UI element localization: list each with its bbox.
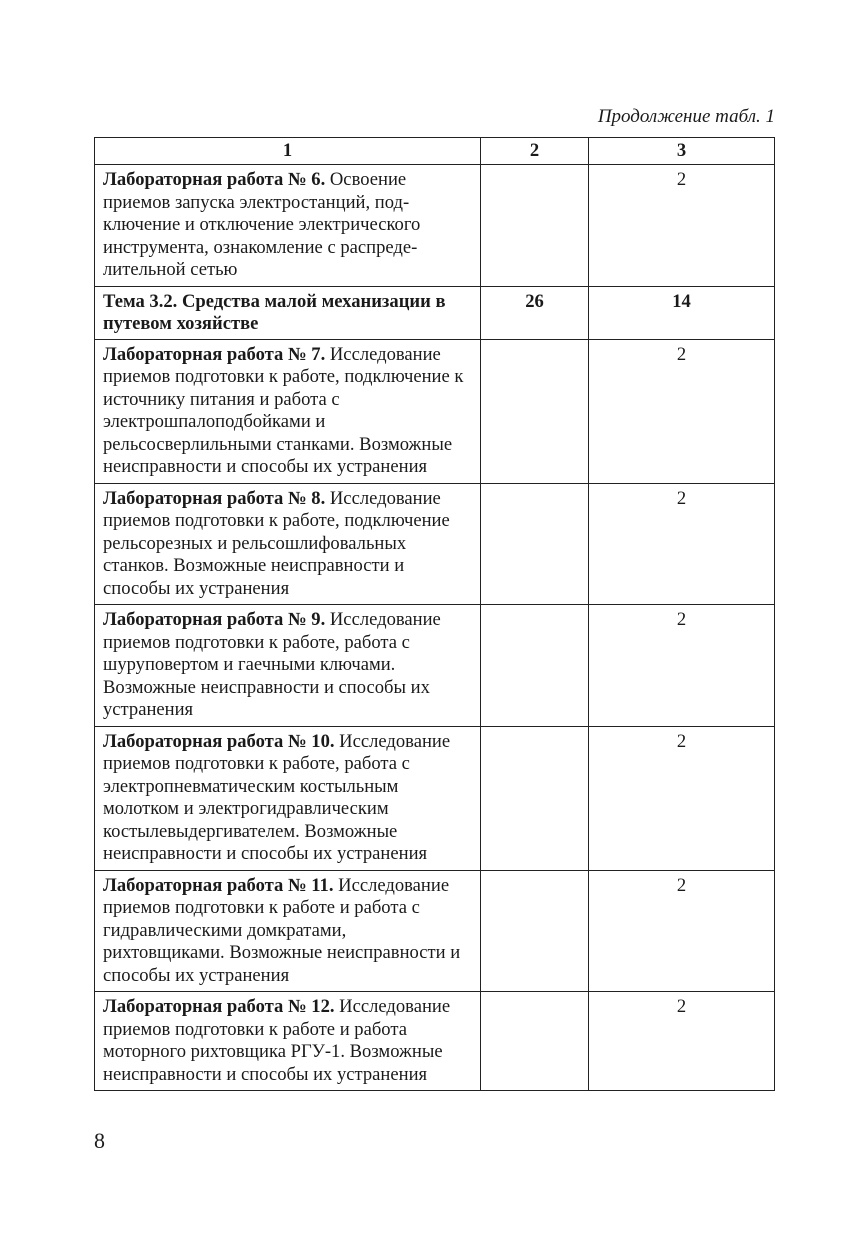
topic-row — [95, 286, 775, 339]
hours-col-2 — [481, 605, 589, 727]
lab-text: Исследование приемов подготовки к работе и работа моторного рихтовщика РГУ-1. Возможные неисправности и способы их устранения — [103, 996, 451, 1085]
hours-col-3: 2 — [589, 165, 775, 287]
lab-text: Исследование приемов подготовки к работе, работа с электропневматическим костыльным молотком и электрогидравлическим костылевыдергивателем. Возможные неисправности и способы их устранения — [103, 730, 451, 864]
header-row — [95, 138, 775, 165]
lab-text: Освоение приемов запуска электростанций, подключение и отключение электрического инструмента, ознакомление с распределительной сетью — [103, 169, 421, 280]
lab-description — [95, 605, 481, 727]
table-row — [95, 165, 775, 287]
lab-title: Лабораторная работа № 12. — [103, 996, 335, 1017]
lab-description — [95, 483, 481, 605]
hours-col-3: 2 — [589, 605, 775, 727]
hours-col-2 — [481, 483, 589, 605]
lab-description — [95, 992, 481, 1091]
table-row — [95, 870, 775, 992]
lab-description — [95, 726, 481, 870]
hours-col-2 — [481, 339, 589, 483]
table-row — [95, 605, 775, 727]
header-col-1: 1 — [95, 138, 481, 165]
lab-title: Лабораторная работа № 9. — [103, 609, 326, 630]
curriculum-table — [94, 137, 775, 1091]
hours-col-3: 2 — [589, 339, 775, 483]
lab-description — [95, 165, 481, 287]
lab-description — [95, 339, 481, 483]
lab-title: Лабораторная работа № 7. — [103, 343, 326, 365]
lab-text: Исследование приемов подготовки к работе, подключение рельсорезных и рельсошлифовальных станков. Возможные неисправности и способы их устранения — [103, 487, 450, 599]
table-row — [95, 339, 775, 483]
table-continuation-caption: Продолжение табл. 1 — [597, 106, 775, 127]
hours-col-2 — [481, 726, 589, 870]
hours-col-3: 2 — [589, 992, 775, 1091]
lab-title: Лабораторная работа № 8. — [103, 487, 326, 509]
lab-description — [95, 870, 481, 992]
lab-text: Исследование приемов подготовки к работе, подключение к источнику питания и работа с электрошпалоподбойками и рельсосверлильными станками. Возможные неисправности и способы их устранения — [103, 343, 464, 477]
topic-hours-col-2: 26 — [481, 286, 589, 339]
table-body — [95, 165, 775, 1091]
table-row — [95, 726, 775, 870]
hours-col-2 — [481, 165, 589, 287]
table-header — [95, 138, 775, 165]
hours-col-3: 2 — [589, 870, 775, 992]
lab-title: Лабораторная работа № 6. — [103, 169, 326, 190]
hours-col-3: 2 — [589, 483, 775, 605]
table-row — [95, 992, 775, 1091]
lab-title: Лабораторная работа № 11. — [103, 874, 334, 896]
header-col-2: 2 — [481, 138, 589, 165]
lab-text: Исследование приемов подготовки к работе и работа с гидравлическими домкратами, рихтовщиками. Возможные неисправности и способы их устранения — [103, 874, 461, 986]
hours-col-2 — [481, 992, 589, 1091]
hours-col-3: 2 — [589, 726, 775, 870]
hours-col-2 — [481, 870, 589, 992]
lab-title: Лабораторная работа № 10. — [103, 730, 335, 752]
topic-hours-col-3: 14 — [589, 286, 775, 339]
table-row — [95, 483, 775, 605]
page-number: 8 — [94, 1128, 105, 1153]
topic-title: Тема 3.2. Средства малой механизации в путевом хозяйстве — [95, 286, 481, 339]
lab-text: Исследование приемов подготовки к работе, работа с шуруповертом и гаечными ключами. Возможные неисправности и способы их устранения — [103, 609, 441, 720]
header-col-3: 3 — [589, 138, 775, 165]
